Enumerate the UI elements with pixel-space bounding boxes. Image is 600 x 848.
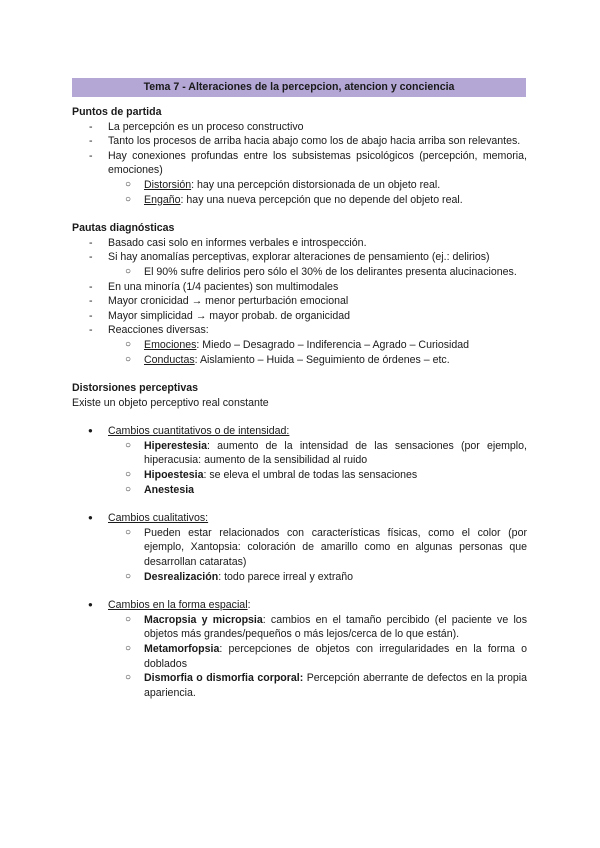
list-item: - Basado casi solo en informes verbales e introspección.: [72, 236, 527, 251]
list-item: - Tanto los procesos de arriba hacia abajo como los de abajo hacia arriba son relevantes.: [72, 134, 527, 149]
bullet-label-colon: :: [247, 599, 251, 612]
sub-list-item: [108, 468, 527, 483]
term: Engaño: [144, 193, 181, 206]
sub-list-item: ○ El 90% sufre delirios pero sólo el 30% de los delirantes presenta alucinaciones.: [108, 265, 527, 280]
list-item: [72, 149, 527, 207]
list-item-text: Reacciones diversas:: [108, 324, 209, 337]
dash-list: [72, 236, 527, 367]
definition: : Miedo – Desagrado – Indiferencia – Agrado – Curiosidad: [196, 338, 470, 351]
sub-list: [108, 265, 527, 280]
term: Hipoestesia: [144, 469, 204, 482]
bullet-label: Cambios en la forma espacial: [108, 599, 248, 612]
bullet-item: [72, 424, 527, 511]
term: Desrealización: [144, 570, 219, 583]
bullet-label: Cambios cualitativos:: [108, 512, 209, 525]
sub-list-item: [108, 613, 527, 642]
definition: : Aislamiento – Huida – Seguimiento de órdenes – etc.: [194, 353, 450, 366]
section-heading: Distorsiones perceptivas: [72, 382, 198, 395]
definition: Percepción aberrante de defectos en la propia apariencia.: [144, 672, 527, 699]
term: Macropsia y micropsia: [144, 613, 263, 626]
sub-list: [108, 439, 527, 497]
term: Hiperestesia: [144, 439, 208, 452]
list-item: - Mayor simplicidad → mayor probab. de organicidad: [72, 309, 527, 324]
bullet-label: Cambios cuantitativos o de intensidad:: [108, 425, 290, 438]
document-content: [72, 105, 527, 714]
sub-list: [108, 613, 527, 701]
term: Anestesia: [144, 483, 195, 496]
page-title: Tema 7 - Alteraciones de la percepcion, atencion y conciencia: [72, 78, 526, 97]
dash-list: [72, 120, 527, 208]
sub-list-item: [108, 483, 527, 498]
term: Distorsión: [144, 178, 192, 191]
sub-list-item: [108, 439, 527, 468]
list-item-text: Hay conexiones profundas entre los subsistemas psicológicos (percepción, memoria, emociones): [108, 149, 527, 177]
bullet-item: [72, 511, 527, 598]
definition: : todo parece irreal y extraño: [218, 570, 354, 583]
sub-list-item: [108, 353, 527, 368]
sub-list: [108, 178, 527, 207]
sub-list-item: ○ Pueden estar relacionados con características físicas, como el color (por ejemplo, Xantopsia: coloración de amarillo como en algunas personas que desarrollan cataratas): [108, 526, 527, 570]
sub-list-item: [108, 671, 527, 700]
sub-list-item: [108, 338, 527, 353]
definition: : cambios en el tamaño percibido (el paciente ve los objetos más grandes/pequeños o más lejos/cerca de lo que están).: [144, 613, 527, 641]
list-item: - En una minoría (1/4 pacientes) son multimodales: [72, 280, 527, 295]
list-item: - Mayor cronicidad → menor perturbación emocional: [72, 294, 527, 309]
definition: : se eleva el umbral de todas las sensaciones: [203, 469, 418, 482]
list-item: [72, 323, 527, 367]
list-item: [72, 250, 527, 279]
section-puntos-de-partida: [72, 105, 527, 207]
term: Emociones: [144, 338, 197, 351]
section-heading: Pautas diagnósticas: [72, 222, 175, 235]
sub-list-item: [108, 193, 527, 208]
bullet-list: [72, 424, 527, 700]
sub-list: [108, 338, 527, 367]
sub-list: [108, 526, 527, 584]
definition: : hay una percepción distorsionada de un objeto real.: [191, 178, 441, 191]
sub-list-item: [108, 570, 527, 585]
definition: : hay una nueva percepción que no depende del objeto real.: [180, 193, 463, 206]
term: Metamorfopsia: [144, 643, 220, 655]
definition: : percepciones de objetos con irregularidades en la forma o doblados: [144, 643, 527, 670]
term: Dismorfia o dismorfia corporal:: [144, 672, 304, 685]
bullet-item: [72, 598, 527, 700]
sub-list-item: [108, 642, 527, 671]
list-item-text: Si hay anomalías perceptivas, explorar alteraciones de pensamiento (ej.: delirios): [108, 251, 490, 264]
section-distorsiones-perceptivas: [72, 381, 527, 700]
section-intro: Existe un objeto perceptivo real constante: [72, 396, 269, 409]
section-heading: Puntos de partida: [72, 106, 162, 118]
section-pautas-diagnosticas: [72, 221, 527, 367]
term: Conductas: [144, 353, 195, 366]
definition: : aumento de la intensidad de las sensaciones (por ejemplo, hiperacusia: aumento de la sensibilidad al ruido: [144, 439, 527, 467]
list-item: - La percepción es un proceso constructivo: [72, 120, 527, 135]
sub-list-item: [108, 178, 527, 193]
